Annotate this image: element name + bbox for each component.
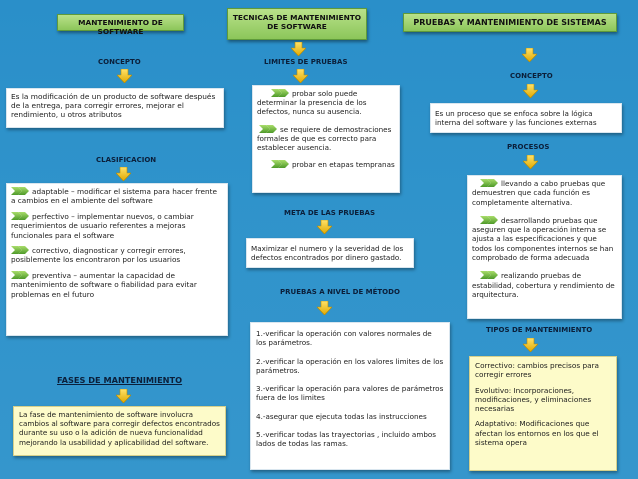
down-arrow-icon: [291, 42, 306, 56]
clasificacion-label: CLASIFICACION: [96, 156, 157, 164]
chevron-icon: [271, 160, 289, 168]
chevron-icon: [11, 187, 29, 195]
nivel-step: 2.-verificar la operación en los valores limites de los parámetros.: [256, 356, 444, 375]
limites-item: [257, 125, 395, 153]
header-pruebas-sistemas: [403, 13, 617, 32]
limites-item-text: se requiere de demostraciones formales de que es correcto para establecer ausencia.: [257, 124, 392, 153]
limites-item-text: probar en etapas tempranas: [292, 160, 395, 170]
meta-label: META DE LAS PRUEBAS: [284, 209, 375, 217]
header-mantenimiento-software: [57, 14, 184, 36]
concepto-right-label: CONCEPTO: [510, 72, 553, 80]
nivel-step: 5.-verificar todas las trayectorias , incluido ambos lados de todas las ramas.: [256, 430, 437, 449]
chevron-icon: [11, 246, 29, 254]
chevron-icon: [11, 212, 29, 220]
chevron-icon: [480, 216, 498, 224]
concepto-left-label: CONCEPTO: [98, 58, 141, 66]
tipo-item: Correctivo: cambios precisos para corregir errores: [475, 361, 600, 380]
limites-item-text: probar solo puede determinar la presencia de los defectos, nunca su ausencia.: [257, 89, 367, 117]
limites-item: [257, 89, 395, 117]
tipo-item: Evolutivo: Incorporaciones, modificaciones, y eliminaciones necesarias: [475, 385, 592, 414]
down-arrow-icon: [523, 338, 538, 352]
chevron-icon: [259, 125, 277, 133]
chevron-icon: [11, 271, 29, 279]
fases-text: La fase de mantenimiento de software involucra cambios al software para corregir defectos encontrados durante su uso o la adición de nueva funcionalidad mejorando la usabilidad y aplicabilidad del software.: [19, 410, 220, 447]
clasificacion-item: [11, 187, 223, 206]
procesos-box: [467, 175, 622, 319]
procesos-item: [472, 179, 617, 207]
down-arrow-icon: [317, 220, 332, 234]
chevron-icon: [480, 271, 498, 279]
procesos-label: PROCESOS: [507, 143, 550, 151]
fases-box: [13, 406, 226, 456]
nivel-step: 3.-verificar la operación para valores de parámetros fuera de los limites: [256, 384, 444, 403]
meta-box: [246, 238, 414, 268]
clasificacion-item: [11, 246, 223, 265]
procesos-item: [472, 271, 617, 299]
limites-label: LIMITES DE PRUEBAS: [264, 58, 348, 66]
procesos-item-text: desarrollando pruebas que aseguren que la operación interna se ajusta a las especificaciones y que todos los componentes internos se han comprobado de forma adecuada: [472, 215, 614, 263]
nivel-step: 4.-asegurar que ejecuta todas las instrucciones: [256, 411, 427, 421]
tipos-label: TIPOS DE MANTENIMIENTO: [486, 326, 593, 334]
down-arrow-icon: [117, 69, 132, 83]
procesos-item: [472, 216, 617, 262]
down-arrow-icon: [523, 84, 538, 98]
fases-label: FASES DE MANTENIMIENTO: [57, 375, 183, 385]
header-software-text: MANTENIMIENTO DE SOFTWARE: [78, 18, 163, 36]
procesos-item-text: realizando pruebas de estabilidad, cobertura y rendimiento de arquitectura.: [472, 271, 615, 299]
procesos-item-text: llevando a cabo pruebas que demuestren que cada función es completamente alternativa.: [472, 179, 606, 207]
concepto-right-text: Es un proceso que se enfoca sobre la lógica interna del software y las funciones externas: [435, 109, 597, 128]
concepto-left-text: Es la modificación de un producto de software después de la entrega, para corregir errores, mejorar el rendimiento, u otros atributos: [11, 92, 216, 120]
down-arrow-icon: [523, 155, 538, 169]
clasificacion-item: [11, 271, 223, 299]
down-arrow-icon: [522, 48, 537, 62]
clasificacion-item-text: perfectivo – implementar nuevos, o cambiar requerimientos de usuario referentes a mejoras funcionales para el software: [11, 211, 194, 240]
header-tecnicas: [227, 8, 367, 40]
limites-item: [257, 160, 395, 169]
concepto-left-box: [6, 88, 224, 128]
clasificacion-box: [6, 183, 228, 336]
chevron-icon: [480, 179, 498, 187]
clasificacion-item-text: adaptable – modificar el sistema para hacer frente a cambios en el ambiente del software: [11, 187, 218, 206]
chevron-icon: [271, 89, 289, 97]
nivel-step: 1.-verificar la operación con valores normales de los parámetros.: [256, 329, 432, 348]
nivel-metodo-box: [250, 322, 450, 470]
concepto-right-box: [430, 103, 622, 133]
clasificacion-item-text: correctivo, diagnosticar y corregir errores, posiblemente los encontraron por los usuarios: [11, 246, 186, 265]
clasificacion-item-text: preventiva – aumentar la capacidad de mantenimiento de software o fiabilidad para evitar problemas en el futuro: [11, 270, 197, 299]
down-arrow-icon: [116, 167, 131, 181]
limites-box: [252, 85, 400, 193]
header-pruebas-text: PRUEBAS Y MANTENIMIENTO DE SISTEMAS: [413, 18, 607, 27]
meta-text: Maximizar el numero y la severidad de los defectos encontrados por dinero gastado.: [251, 244, 404, 263]
down-arrow-icon: [116, 389, 131, 403]
down-arrow-icon: [317, 301, 332, 315]
nivel-metodo-label: PRUEBAS A NIVEL DE MÉTODO: [280, 288, 400, 296]
clasificacion-item: [11, 212, 223, 240]
tipo-item: Adaptativo: Modificaciones que afectan los entornos en los que el sistema opera: [475, 419, 599, 448]
header-tecnicas-text: TECNICAS DE MANTENIMIENTO DE SOFTWARE: [232, 13, 362, 31]
tipos-box: [469, 356, 617, 471]
down-arrow-icon: [293, 69, 308, 83]
